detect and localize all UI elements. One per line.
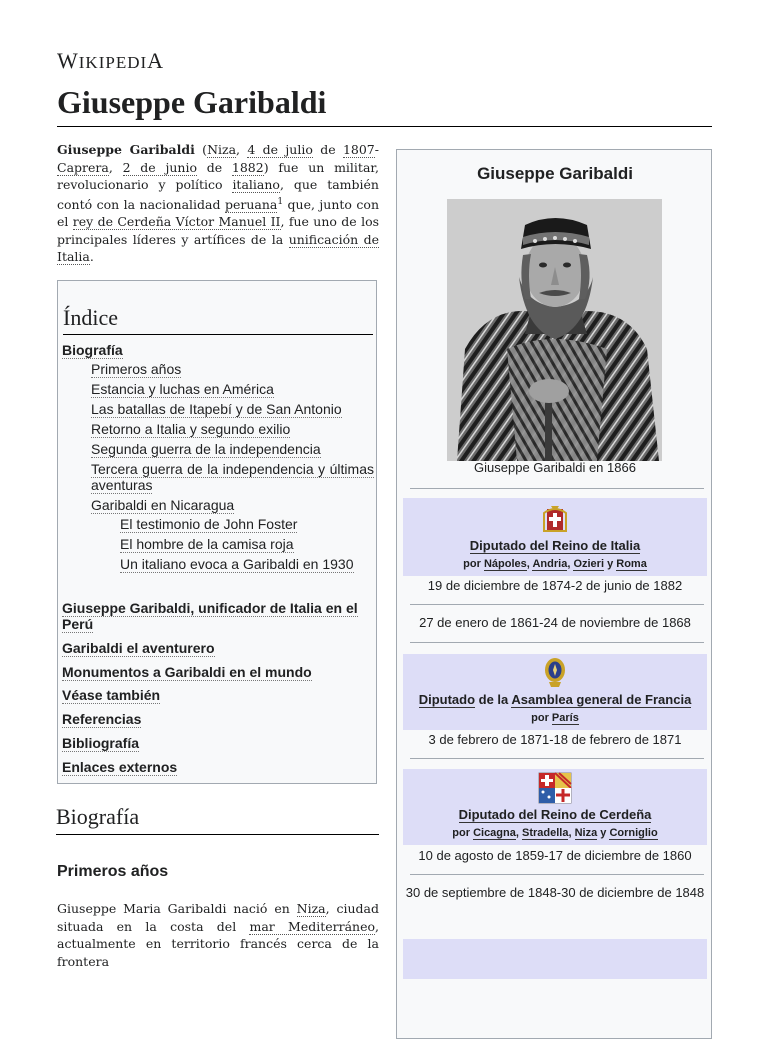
office-block bbox=[403, 654, 707, 730]
link-stradella[interactable]: Stradella bbox=[521, 827, 569, 839]
link-1807[interactable]: 1807 bbox=[342, 142, 375, 157]
link-rey-de-cerdena[interactable]: rey de Cerdeña Víctor Manuel II bbox=[72, 214, 281, 230]
office-block bbox=[403, 939, 707, 979]
toc-item[interactable]: Bibliografía bbox=[62, 735, 140, 751]
subsection-heading-primeros-anos: Primeros años bbox=[57, 863, 169, 880]
link-diputado-reino-italia[interactable]: Diputado del Reino de Italia bbox=[469, 538, 641, 553]
term-dates: 10 de agosto de 1859-17 de diciembre de 1860 bbox=[418, 848, 692, 863]
link-diputado[interactable]: Diputado bbox=[418, 692, 476, 707]
lead-paragraph: Giuseppe Garibaldi (Niza, 4 de julio de 1807-Caprera, 2 de junio de 1882) fue un militar, revolucionario y político italiano, que también contó con la nacionalidad peruana$^1$ que, junto con el rey de Cerdeña Víctor Manuel II, fue uno de los principales líderes y artífices de la unificación de Italia. bbox=[57, 142, 380, 265]
link-2-de-junio[interactable]: 2 de junio bbox=[122, 159, 197, 175]
link-napoles[interactable]: Nápoles bbox=[483, 558, 527, 570]
link-asamblea-general-francia[interactable]: Asamblea general de Francia bbox=[511, 692, 692, 707]
body-paragraph: Giuseppe Maria Garibaldi nació en Niza, ciudad situada en la costa del mar Mediterráneo, actualmente en territorio francés cerca de la frontera bbox=[57, 901, 379, 969]
photo-caption: Giuseppe Garibaldi en 1866 bbox=[474, 460, 636, 475]
toc-item[interactable]: Referencias bbox=[62, 711, 142, 727]
toc-item[interactable]: Giuseppe Garibaldi, unificador de Italia en el Perú bbox=[62, 600, 358, 632]
divider bbox=[410, 874, 704, 875]
divider bbox=[410, 488, 704, 489]
link-corniglio[interactable]: Corniglio bbox=[609, 827, 658, 839]
office-title bbox=[403, 538, 707, 553]
office-constituency: por Nápoles, Andria, Ozieri y Roma bbox=[463, 558, 647, 570]
link-4-de-julio[interactable]: 4 de julio bbox=[247, 142, 313, 157]
divider bbox=[410, 758, 704, 759]
office-constituency: por Cicagna, Stradella, Niza y Corniglio bbox=[452, 827, 658, 839]
link-niza[interactable]: Niza bbox=[207, 142, 237, 157]
link-unificacion-de-italia[interactable]: unificación de Italia bbox=[57, 231, 379, 265]
divider bbox=[410, 604, 704, 605]
link-roma[interactable]: Roma bbox=[616, 558, 647, 570]
toc-item[interactable]: Segunda guerra de la independencia bbox=[91, 441, 321, 457]
link-paris[interactable]: París bbox=[551, 712, 579, 724]
coat-of-arms-italy-icon bbox=[540, 503, 570, 533]
divider bbox=[410, 642, 704, 643]
toc-item[interactable]: Biografía bbox=[62, 342, 123, 358]
term-dates: 30 de septiembre de 1848-30 de diciembre de 1848 bbox=[405, 885, 705, 900]
office-title: Diputado de la Asamblea general de Francia bbox=[418, 692, 692, 707]
infobox-title: Giuseppe Garibaldi bbox=[477, 164, 633, 183]
coat-of-arms-sardinia-icon bbox=[537, 769, 573, 805]
link-niza[interactable]: Niza bbox=[296, 901, 326, 916]
office-block bbox=[403, 498, 707, 576]
toc-item[interactable]: Un italiano evoca a Garibaldi en 1930 bbox=[120, 556, 354, 572]
toc-item[interactable]: Las batallas de Itapebí y de San Antonio bbox=[91, 401, 342, 417]
toc-item[interactable]: El testimonio de John Foster bbox=[120, 516, 298, 532]
page-title: Giuseppe Garibaldi bbox=[57, 84, 327, 120]
link-cicagna[interactable]: Cicagna bbox=[473, 827, 516, 839]
portrait-photo[interactable] bbox=[447, 199, 662, 461]
section-heading-biografia: Biografía bbox=[56, 804, 379, 835]
link-mar-mediterraneo[interactable]: mar Mediterráneo bbox=[249, 918, 376, 934]
infobox bbox=[396, 149, 712, 1039]
link-ozieri[interactable]: Ozieri bbox=[573, 558, 605, 570]
reference-1[interactable]: 1 bbox=[277, 196, 284, 207]
link-diputado-reino-cerdena[interactable]: Diputado del Reino de Cerdeña bbox=[458, 807, 652, 822]
link-1882[interactable]: 1882 bbox=[231, 159, 264, 175]
toc-item[interactable]: Estancia y luchas en América bbox=[91, 381, 274, 397]
toc-item[interactable]: Garibaldi el aventurero bbox=[62, 640, 215, 656]
term-dates: 27 de enero de 1861-24 de noviembre de 1868 bbox=[419, 615, 691, 630]
toc-item[interactable]: Primeros años bbox=[91, 361, 182, 377]
toc-item[interactable]: Tercera guerra de la independencia y últimas aventuras bbox=[91, 461, 374, 493]
link-peruana[interactable]: peruana bbox=[224, 196, 278, 212]
toc-heading: Índice bbox=[63, 305, 373, 335]
office-title bbox=[403, 807, 707, 822]
toc-item[interactable]: Véase también bbox=[62, 687, 161, 703]
toc-item[interactable]: Garibaldi en Nicaragua bbox=[91, 497, 235, 513]
toc-item[interactable]: Monumentos a Garibaldi en el mundo bbox=[62, 664, 312, 680]
term-dates: 19 de diciembre de 1874-2 de junio de 1882 bbox=[427, 578, 683, 593]
office-block bbox=[403, 769, 707, 845]
table-of-contents bbox=[57, 280, 377, 784]
link-caprera[interactable]: Caprera bbox=[57, 159, 109, 175]
title-divider bbox=[57, 126, 712, 127]
link-italiano[interactable]: italiano bbox=[232, 177, 280, 192]
link-niza[interactable]: Niza bbox=[574, 827, 598, 839]
wikipedia-logo[interactable]: WIKIPEDIA bbox=[57, 48, 165, 73]
office-constituency: por París bbox=[531, 712, 579, 724]
coat-of-arms-france-icon bbox=[543, 656, 567, 688]
link-andria[interactable]: Andria bbox=[532, 558, 568, 570]
lead-subject: Giuseppe Garibaldi bbox=[57, 142, 195, 157]
term-dates: 3 de febrero de 1871-18 de febrero de 1871 bbox=[428, 732, 682, 747]
toc-item[interactable]: Retorno a Italia y segundo exilio bbox=[91, 421, 291, 437]
toc-item[interactable]: Enlaces externos bbox=[62, 759, 178, 775]
toc-item[interactable]: El hombre de la camisa roja bbox=[120, 536, 294, 552]
